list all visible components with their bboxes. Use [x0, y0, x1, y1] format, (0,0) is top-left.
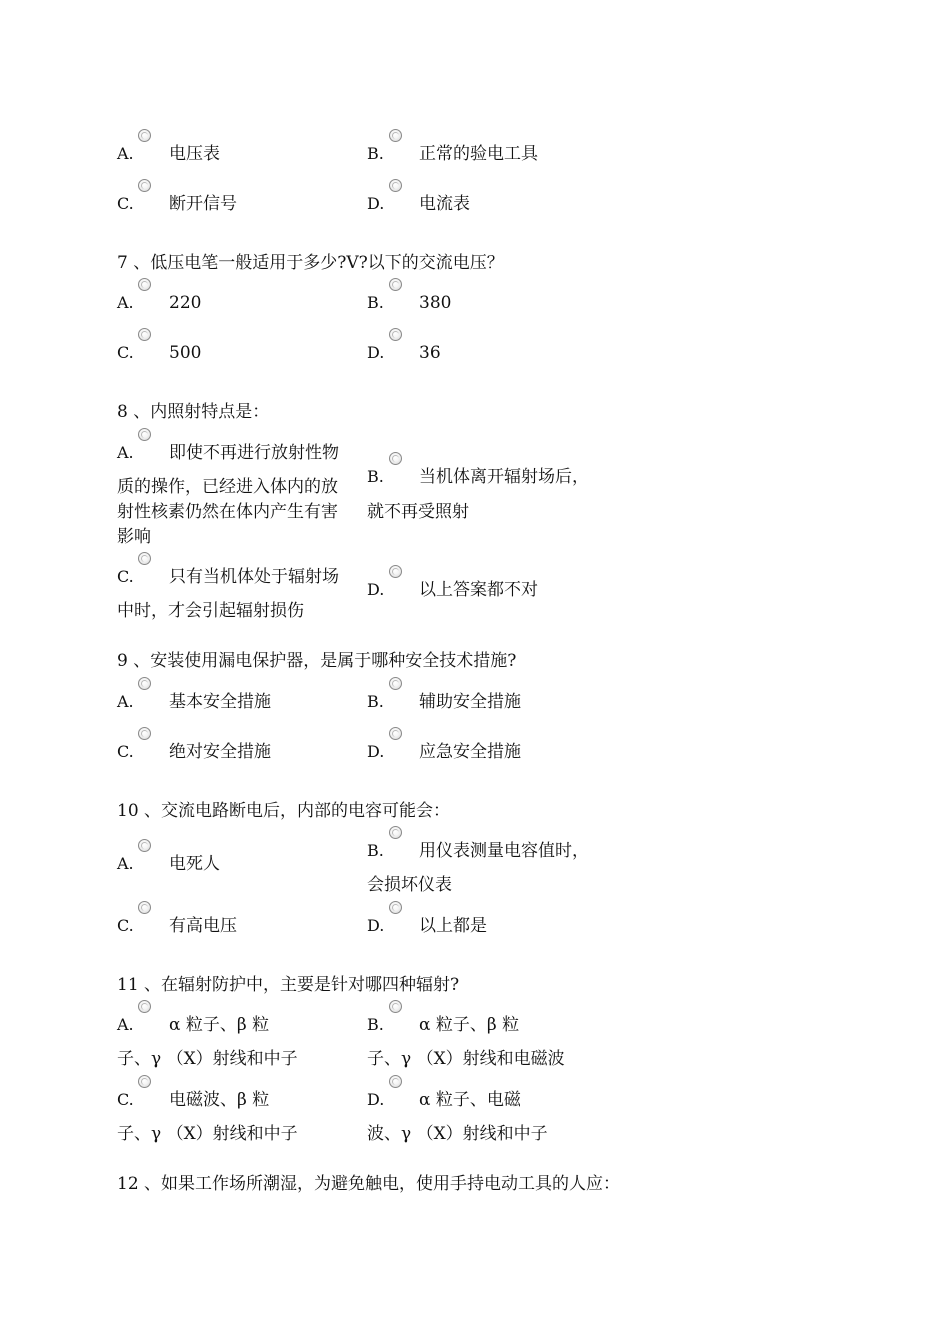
option-text: 子、γ （X）射线和电磁波	[367, 1049, 565, 1069]
question-7: 7 、低压电笔一般适用于多少?V?以下的交流电压？	[117, 253, 504, 273]
option-letter: B.	[367, 841, 384, 860]
option-d-radio[interactable]	[389, 328, 402, 341]
option-letter: D.	[367, 343, 385, 362]
option-text: 中时，才会引起辐射损伤	[117, 601, 304, 621]
option-text: 当机体离开辐射场后，	[419, 467, 589, 487]
option-b-radio[interactable]	[389, 452, 402, 465]
question-9: 9 、安装使用漏电保护器，是属于哪种安全技术措施?	[117, 651, 517, 671]
option-a-radio[interactable]	[138, 839, 151, 852]
option-b-radio[interactable]	[389, 826, 402, 839]
option-letter: C.	[117, 194, 134, 213]
question-11: 11 、在辐射防护中，主要是针对哪四种辐射?	[117, 975, 460, 995]
option-text: 电压表	[169, 144, 220, 164]
option-letter: C.	[117, 742, 134, 761]
question-10: 10 、交流电路断电后，内部的电容可能会：	[117, 801, 451, 821]
option-text: 辅助安全措施	[419, 692, 521, 712]
option-letter: D.	[367, 742, 385, 761]
option-letter: C.	[117, 1090, 134, 1109]
option-text: 用仪表测量电容值时，	[419, 841, 589, 861]
option-letter: B.	[367, 293, 384, 312]
option-text: 电磁波、β 粒	[169, 1090, 270, 1110]
option-text: 以上都是	[419, 916, 487, 936]
option-text: 基本安全措施	[169, 692, 271, 712]
option-letter: D.	[367, 1090, 385, 1109]
option-c-radio[interactable]	[138, 552, 151, 565]
option-d-radio[interactable]	[389, 727, 402, 740]
option-letter: B.	[367, 692, 384, 711]
option-a-radio[interactable]	[138, 129, 151, 142]
option-text: 射性核素仍然在体内产生有害	[117, 502, 338, 522]
option-letter: C.	[117, 916, 134, 935]
option-a-radio[interactable]	[138, 428, 151, 441]
option-text: 正常的验电工具	[419, 144, 538, 164]
option-text: 波、γ （X）射线和中子	[367, 1124, 548, 1144]
option-text: 电流表	[419, 194, 470, 214]
option-b-radio[interactable]	[389, 677, 402, 690]
option-text: 应急安全措施	[419, 742, 521, 762]
option-a-radio[interactable]	[138, 1000, 151, 1013]
option-text: α 粒子、β 粒	[169, 1015, 270, 1035]
option-a-radio[interactable]	[138, 278, 151, 291]
option-text: 380	[419, 293, 452, 313]
option-text: 断开信号	[169, 194, 237, 214]
option-letter: A.	[117, 293, 134, 312]
option-b-radio[interactable]	[389, 129, 402, 142]
option-letter: A.	[117, 692, 134, 711]
option-d-radio[interactable]	[389, 565, 402, 578]
option-letter: D.	[367, 916, 385, 935]
option-letter: B.	[367, 1015, 384, 1034]
option-letter: B.	[367, 467, 384, 486]
option-letter: D.	[367, 580, 385, 599]
question-8: 8 、内照射特点是：	[117, 402, 270, 422]
option-letter: A.	[117, 1015, 134, 1034]
option-letter: C.	[117, 567, 134, 586]
option-c-radio[interactable]	[138, 901, 151, 914]
option-text: 影响	[117, 527, 151, 547]
option-text: 子、γ （X）射线和中子	[117, 1049, 298, 1069]
option-text: 就不再受照射	[367, 502, 469, 522]
option-text: 500	[169, 343, 202, 363]
option-text: α 粒子、β 粒	[419, 1015, 520, 1035]
option-a-radio[interactable]	[138, 677, 151, 690]
option-text: 即使不再进行放射性物	[169, 443, 339, 463]
option-letter: B.	[367, 144, 384, 163]
option-text: 质的操作，已经进入体内的放	[117, 477, 338, 497]
question-12: 12 、如果工作场所潮湿，为避免触电，使用手持电动工具的人应：	[117, 1174, 621, 1194]
option-text: 220	[169, 293, 202, 313]
option-d-radio[interactable]	[389, 901, 402, 914]
option-d-radio[interactable]	[389, 1075, 402, 1088]
option-d-radio[interactable]	[389, 179, 402, 192]
option-c-radio[interactable]	[138, 179, 151, 192]
option-text: 36	[419, 343, 441, 363]
option-letter: A.	[117, 443, 134, 462]
option-b-radio[interactable]	[389, 1000, 402, 1013]
option-letter: A.	[117, 854, 134, 873]
option-c-radio[interactable]	[138, 328, 151, 341]
option-text: α 粒子、电磁	[419, 1090, 521, 1110]
option-text: 会损坏仪表	[367, 875, 452, 895]
option-text: 绝对安全措施	[169, 742, 271, 762]
option-c-radio[interactable]	[138, 727, 151, 740]
option-text: 以上答案都不对	[419, 580, 538, 600]
option-letter: C.	[117, 343, 134, 362]
option-b-radio[interactable]	[389, 278, 402, 291]
option-letter: D.	[367, 194, 385, 213]
option-text: 只有当机体处于辐射场	[169, 567, 339, 587]
option-c-radio[interactable]	[138, 1075, 151, 1088]
option-text: 子、γ （X）射线和中子	[117, 1124, 298, 1144]
option-letter: A.	[117, 144, 134, 163]
option-text: 电死人	[169, 854, 220, 874]
option-text: 有高电压	[169, 916, 237, 936]
